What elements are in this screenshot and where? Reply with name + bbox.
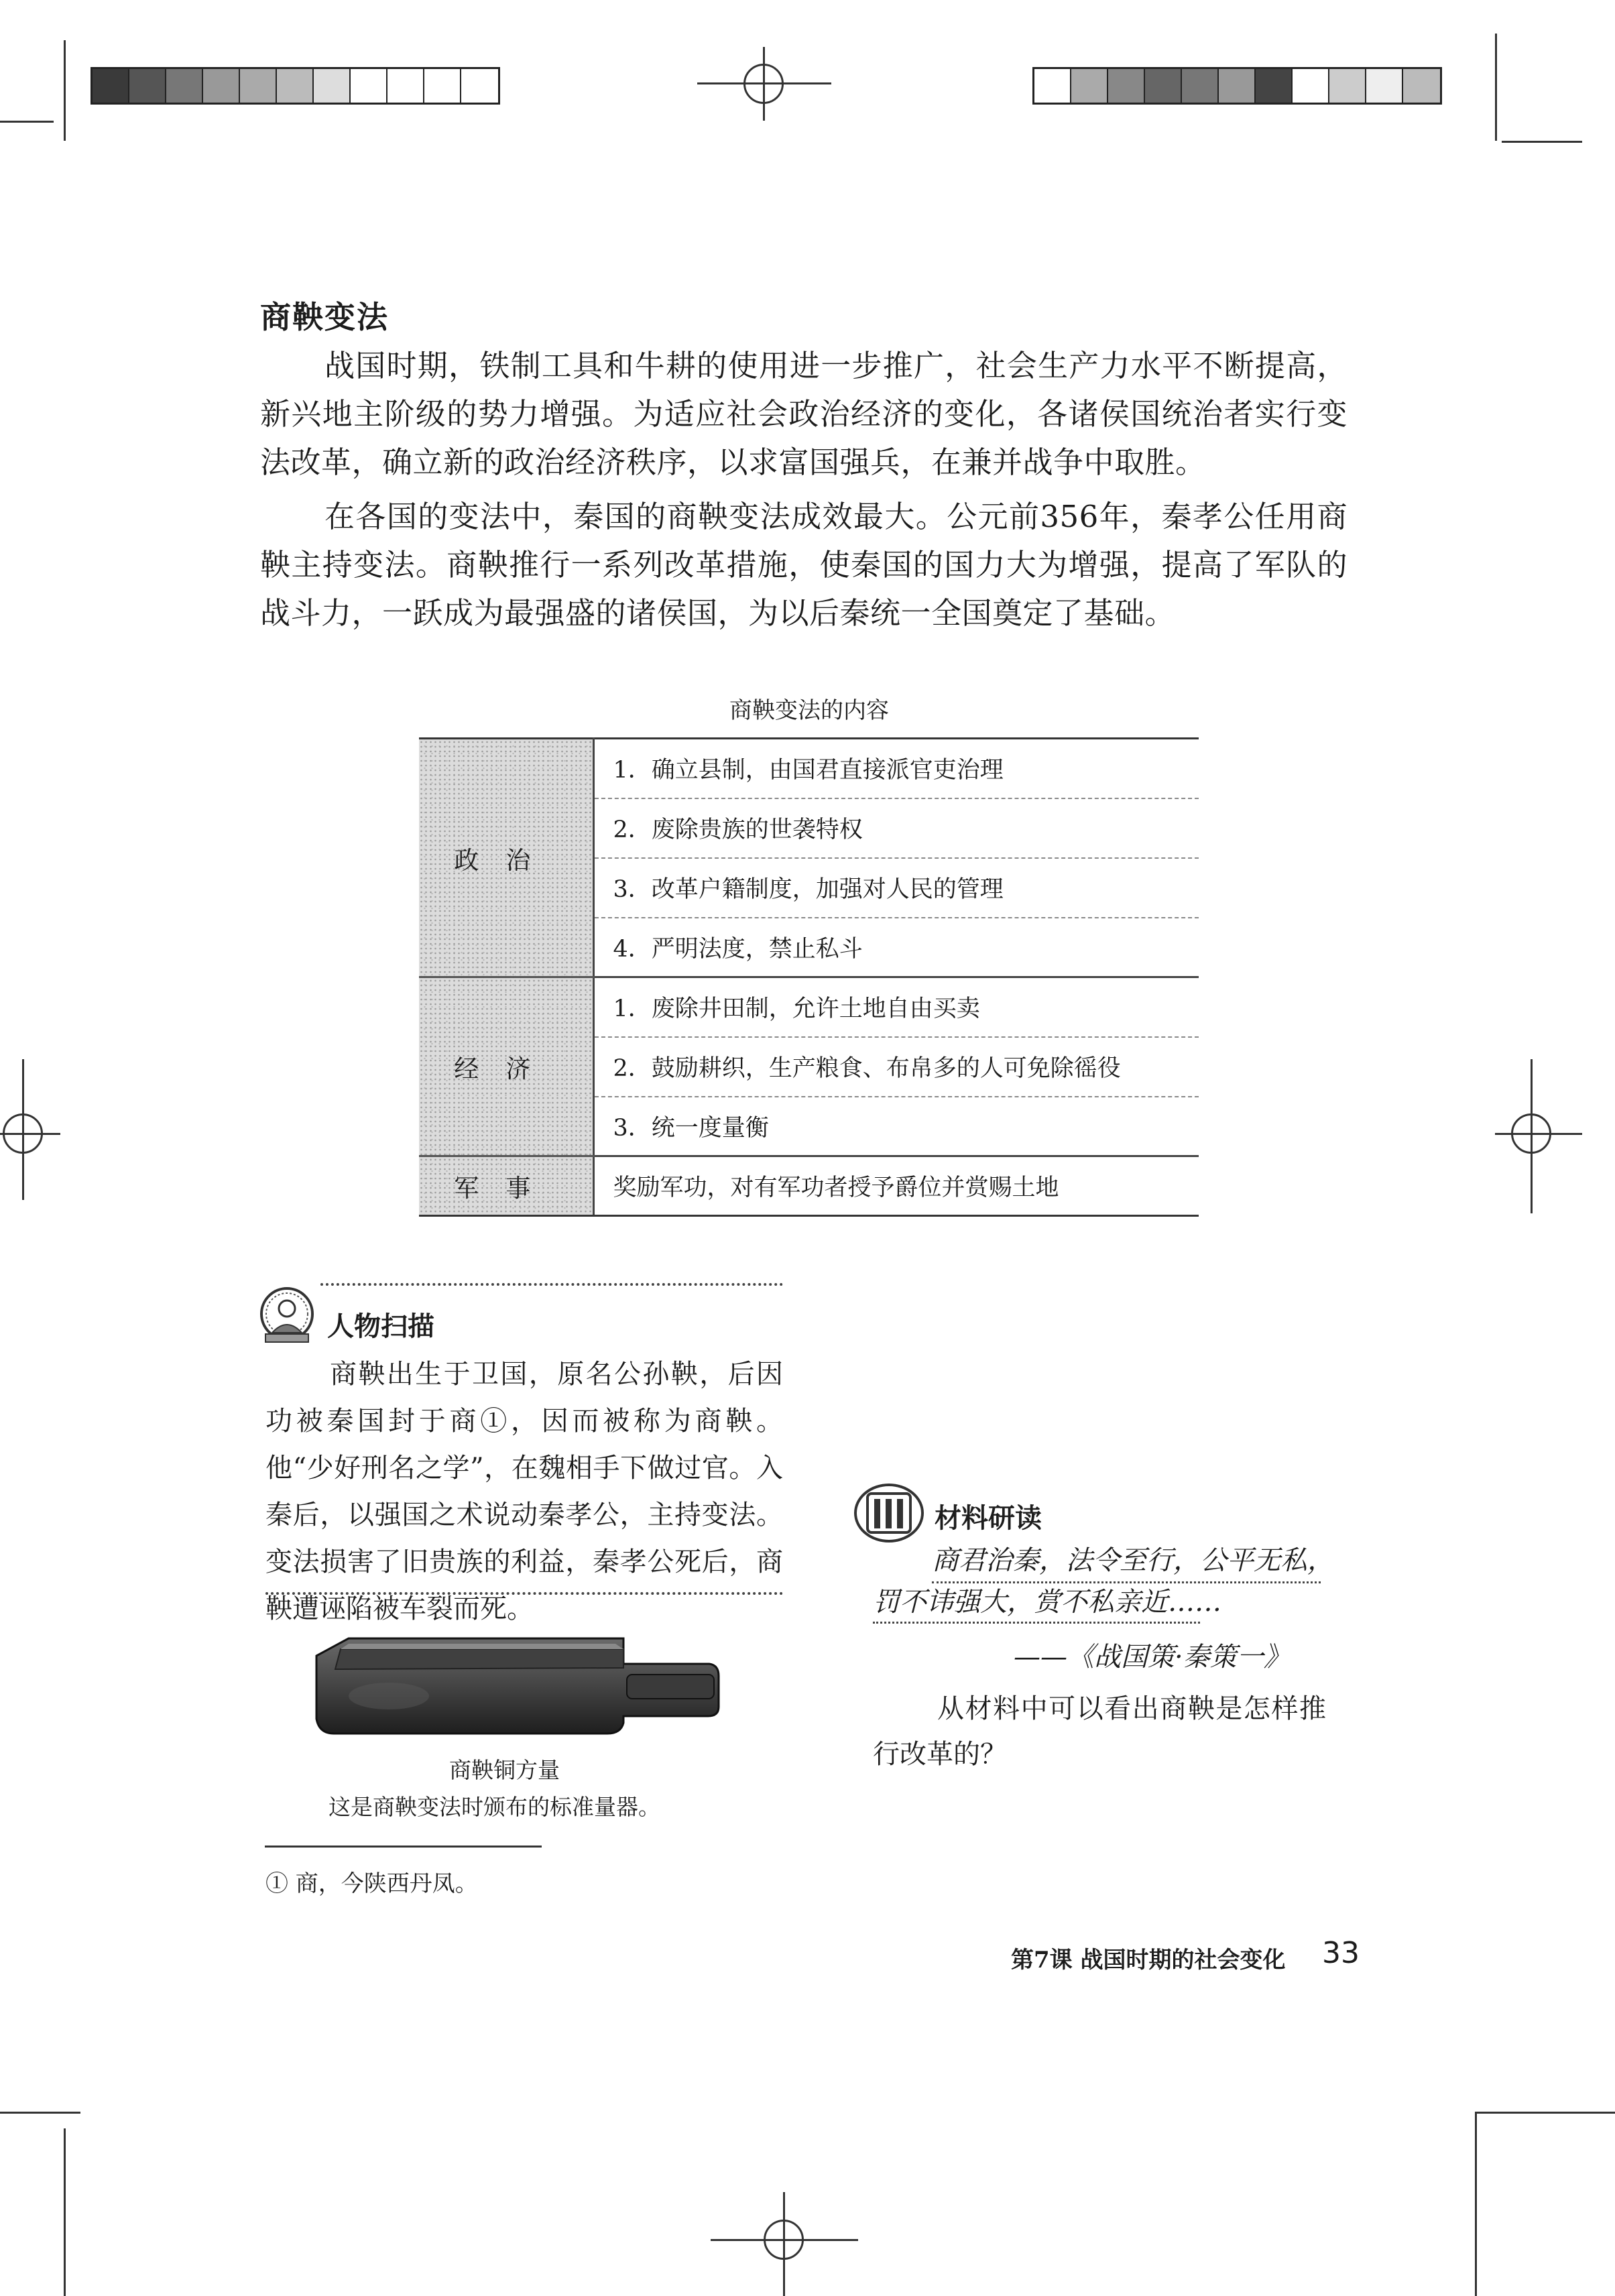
category-politics: 政治 [419, 739, 593, 977]
table-cell: 1．废除井田制，允许土地自由买卖 [593, 977, 1199, 1037]
quote-dotted-underline-2 [873, 1622, 1200, 1624]
figure-box-title: 人物扫描 [327, 1311, 434, 1342]
material-source: ——《战国策·秦策一》 [1014, 1642, 1291, 1673]
table-cell: 4．严明法度，禁止私斗 [593, 918, 1199, 977]
table-row [419, 1156, 1199, 1216]
table-row [419, 739, 1199, 798]
color-bar-right [1032, 67, 1442, 105]
material-question: 从材料中可以看出商鞅是怎样推行改革的？ [873, 1693, 1326, 1770]
material-quote-line1: 商君治秦，法令至行，公平无私， [932, 1545, 1334, 1576]
paragraph-2: 在各国的变法中，秦国的商鞅变法成效最大。公元前356年，秦孝公任用商鞅主持变法。商鞅推行一系列改革措施，使秦国的国力大为增强，提高了军队的战斗力，一跃成为最强盛的诸侯国，为以后秦统一全国奠定了基础。 [260, 499, 1348, 631]
bronze-measure-image [308, 1629, 724, 1736]
table-caption: 商鞅变法的内容 [729, 697, 889, 724]
person-avatar-icon [253, 1282, 320, 1349]
material-quote-line2: 罚不讳强大，赏不私亲近…… [873, 1587, 1221, 1618]
category-military: 军事 [419, 1156, 593, 1216]
figure-box-text: 商鞅出生于卫国，原名公孙鞅，后因功被秦国封于商①，因而被称为商鞅。他“少好刑名之学”，在魏相手下做过官。入秦后，以强国之术说动秦孝公，主持变法。变法损害了旧贵族的利益，秦孝公死后，商鞅遭诬陷被车裂而死。 [265, 1359, 783, 1624]
footnote-rule [265, 1846, 542, 1848]
table-cell: 1．确立县制，由国君直接派官吏治理 [593, 739, 1199, 798]
table-cell: 2．废除贵族的世袭特权 [593, 798, 1199, 858]
table-cell: 3．统一度量衡 [593, 1097, 1199, 1156]
table-cell: 3．改革户籍制度，加强对人民的管理 [593, 858, 1199, 918]
image-caption-title: 商鞅铜方量 [449, 1757, 560, 1783]
book-stack-icon [853, 1482, 925, 1545]
divider-bottom [265, 1592, 783, 1595]
reform-content-table [419, 737, 1199, 1217]
image-caption-text: 这是商鞅变法时颁布的标准量器。 [328, 1794, 660, 1820]
table-cell: 2．鼓励耕织，生产粮食、布帛多的人可免除徭役 [593, 1037, 1199, 1097]
divider-top [320, 1283, 783, 1286]
color-bar-left [91, 67, 500, 105]
material-title: 材料研读 [935, 1503, 1042, 1534]
page-number: 33 [1322, 1936, 1360, 1970]
table-cell: 奖励军功，对有军功者授予爵位并赏赐土地 [593, 1156, 1199, 1216]
footnote: ① 商，今陕西丹凤。 [265, 1870, 478, 1897]
table-row [419, 977, 1199, 1037]
category-economy: 经济 [419, 977, 593, 1156]
lesson-title: 第7课 战国时期的社会变化 [1011, 1947, 1286, 1974]
paragraph-1: 战国时期，铁制工具和牛耕的使用进一步推广，社会生产力水平不断提高，新兴地主阶级的势力增强。为适应社会政治经济的变化，各诸侯国统治者实行变法改革，确立新的政治经济秩序，以求富国强兵，在兼并战争中取胜。 [260, 348, 1348, 480]
section-heading: 商鞅变法 [260, 299, 389, 335]
